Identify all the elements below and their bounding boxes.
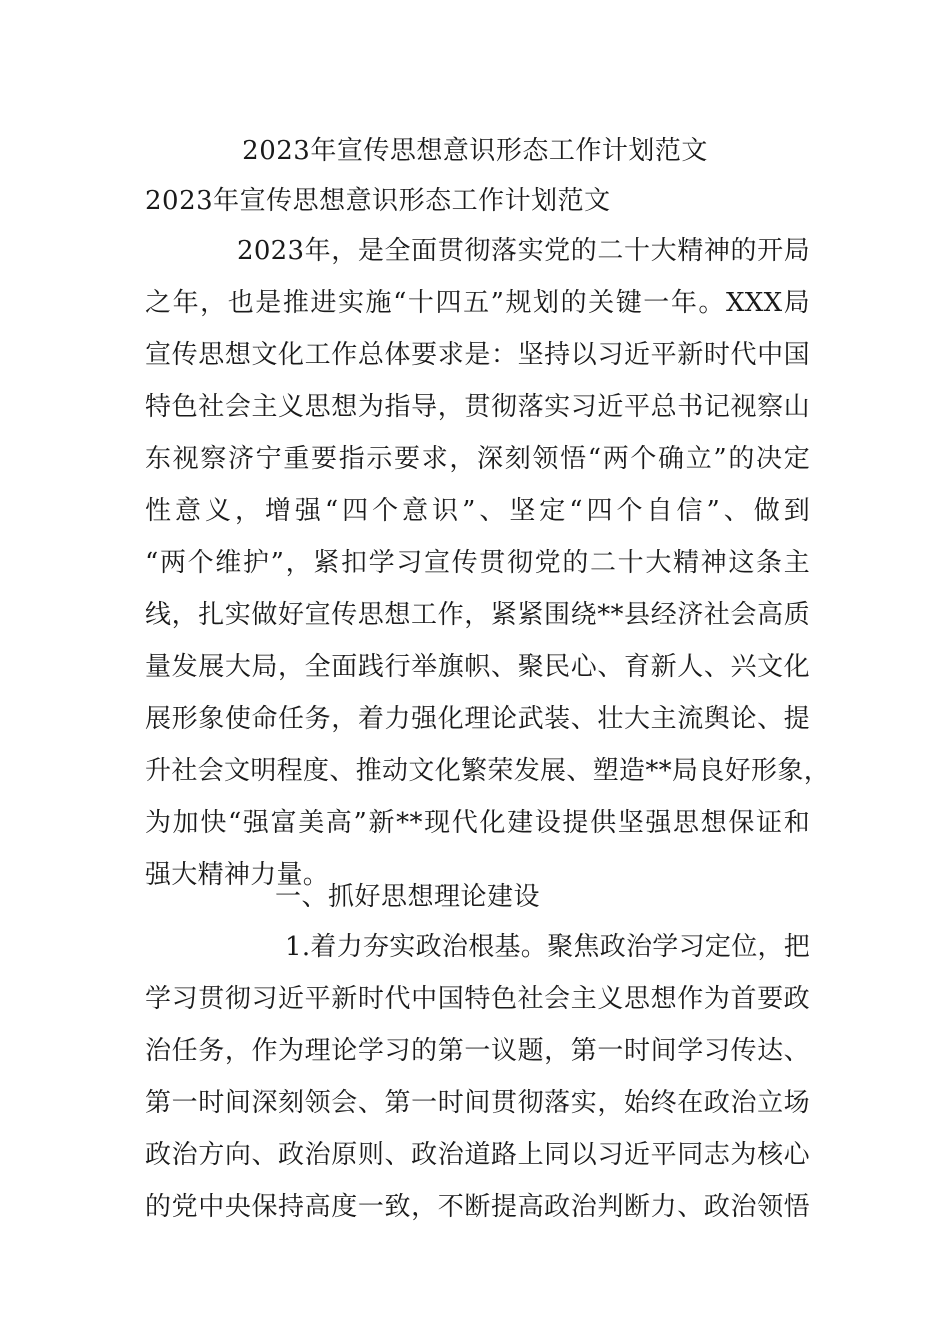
paragraph-line: 之年，也是推进实施“十四五”规划的关键一年。XXX局 <box>145 288 810 318</box>
paragraph-line: 强大精神力量。 <box>145 860 330 890</box>
paragraph-line: 2023年，是全面贯彻落实党的二十大精神的开局 <box>237 236 810 266</box>
paragraph-line: 政治方向、政治原则、政治道路上同以习近平同志为核心 <box>145 1140 810 1170</box>
document-subtitle: 2023年宣传思想意识形态工作计划范文 <box>145 186 611 216</box>
document-title: 2023年宣传思想意识形态工作计划范文 <box>242 136 708 166</box>
paragraph-line: 线，扎实做好宣传思想工作，紧紧围绕**县经济社会高质 <box>145 600 810 630</box>
paragraph-line: 展形象使命任务，着力强化理论武装、壮大主流舆论、提 <box>145 704 810 734</box>
paragraph-line: 学习贯彻习近平新时代中国特色社会主义思想作为首要政 <box>145 984 810 1014</box>
paragraph-line: 量发展大局，全面践行举旗帜、聚民心、育新人、兴文化 <box>145 652 810 682</box>
section-heading: 一、抓好思想理论建设 <box>275 882 541 912</box>
paragraph-line: 特色社会主义思想为指导，贯彻落实习近平总书记视察山 <box>145 392 810 422</box>
paragraph-line: 治任务，作为理论学习的第一议题，第一时间学习传达、 <box>145 1036 810 1066</box>
paragraph-line: 升社会文明程度、推动文化繁荣发展、塑造**局良好形象， <box>145 756 830 786</box>
paragraph-line: “两个维护”，紧扣学习宣传贯彻党的二十大精神这条主 <box>145 548 810 578</box>
item-1-paragraph <box>145 932 810 1244</box>
paragraph-line: 第一时间深刻领会、第一时间贯彻落实，始终在政治立场 <box>145 1088 810 1118</box>
paragraph-line: 为加快“强富美高”新**现代化建设提供坚强思想保证和 <box>145 808 810 838</box>
paragraph-line: 的党中央保持高度一致，不断提高政治判断力、政治领悟 <box>145 1192 810 1222</box>
paragraph-line: 东视察济宁重要指示要求，深刻领悟“两个确立”的决定 <box>145 444 810 474</box>
intro-paragraph <box>145 236 830 912</box>
paragraph-line: 性意义，增强“四个意识”、坚定“四个自信”、做到 <box>145 496 810 526</box>
paragraph-line: 1.着力夯实政治根基。聚焦政治学习定位，把 <box>285 932 811 962</box>
paragraph-line: 宣传思想文化工作总体要求是：坚持以习近平新时代中国 <box>145 340 810 370</box>
